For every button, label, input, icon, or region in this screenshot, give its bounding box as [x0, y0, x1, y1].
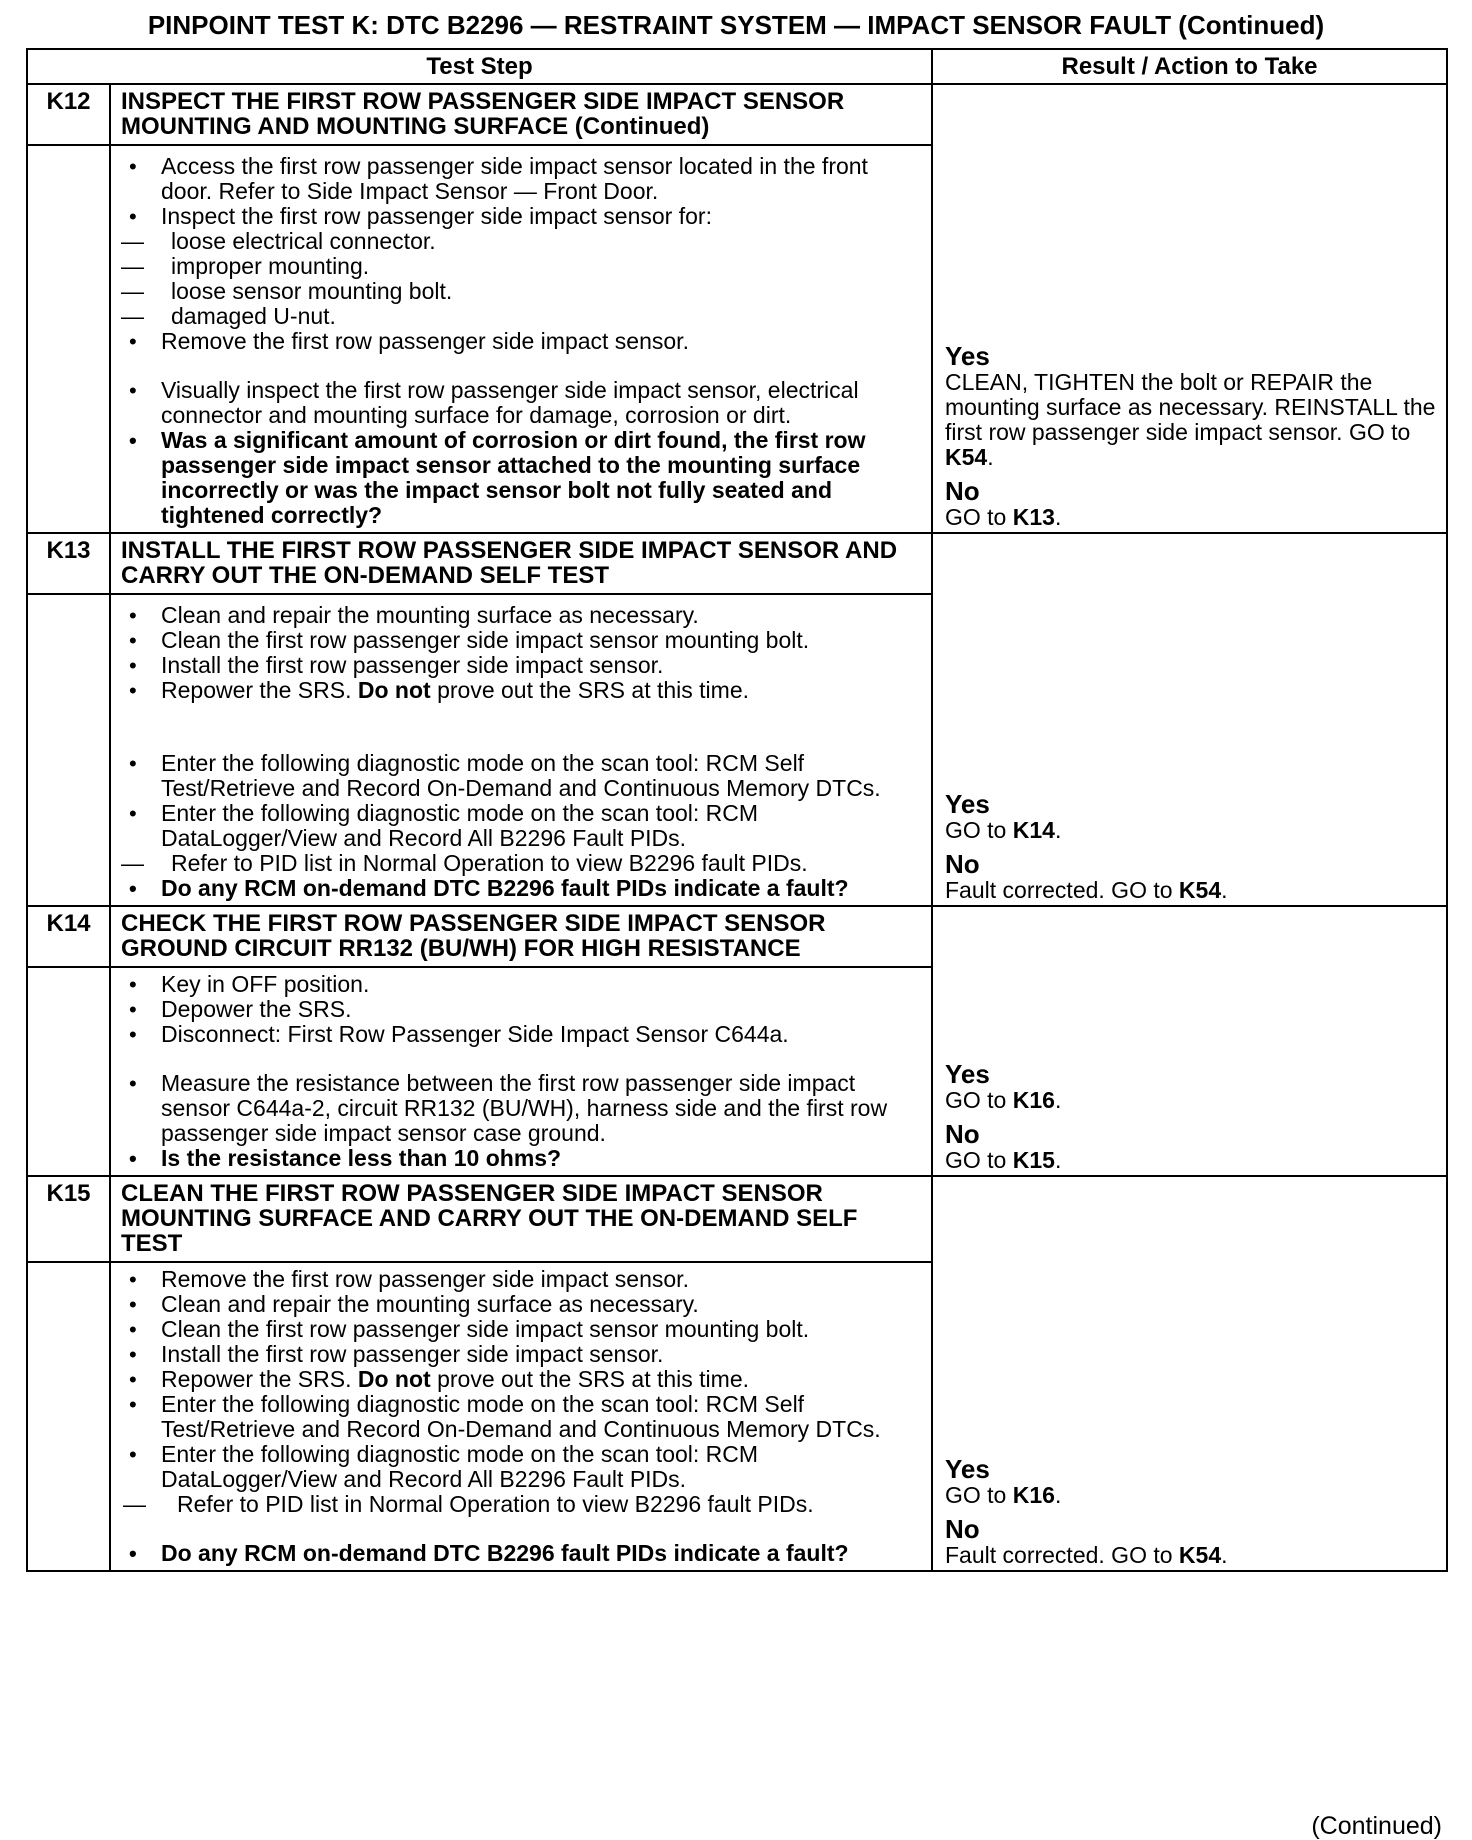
step-body	[110, 145, 932, 533]
page-title: PINPOINT TEST K: DTC B2296 — RESTRAINT SYSTEM — IMPACT SENSOR FAULT (Continued)	[147, 10, 1325, 40]
list-item: • Enter the following diagnostic mode on the scan tool: RCM Self Test/Retrieve and Record On-Demand and Continuous Memory DTCs.	[121, 751, 921, 801]
step-id: K14	[27, 906, 110, 967]
step-ref: K54	[1178, 1542, 1222, 1568]
list-item: • Repower the SRS. Do not prove out the SRS at this time.	[121, 678, 921, 703]
result-yes-action: GO to K14.	[945, 817, 1062, 843]
id-spacer	[27, 594, 110, 906]
list-subitem: — loose electrical connector.	[121, 229, 921, 254]
list-item: • Install the first row passenger side impact sensor.	[121, 653, 921, 678]
list-item: • Repower the SRS. Do not prove out the SRS at this time.	[121, 1367, 921, 1392]
result-no-label: No	[945, 476, 980, 506]
list-item: • Clean and repair the mounting surface as necessary.	[121, 603, 921, 628]
step-k13-title-row	[27, 533, 1447, 594]
result-no-label: No	[945, 849, 980, 879]
result-no-label: No	[945, 1514, 980, 1544]
list-item: • Remove the first row passenger side impact sensor.	[121, 329, 921, 354]
list-item: • Key in OFF position.	[121, 972, 921, 997]
step-k15-result	[932, 1176, 1447, 1571]
id-spacer	[27, 145, 110, 533]
result-yes-label: Yes	[945, 1454, 990, 1484]
list-item-question: • Was a significant amount of corrosion or dirt found, the first row passenger side impact sensor attached to the mounting surface incorrectly or was the impact sensor bolt not fully seated and tightened correctly?	[121, 428, 921, 528]
pinpoint-test-table	[26, 48, 1448, 1572]
step-k13-result	[932, 533, 1447, 906]
step-list	[121, 1267, 921, 1566]
step-body	[110, 967, 932, 1176]
column-header-test-step: Test Step	[27, 49, 932, 84]
list-item: • Inspect the first row passenger side impact sensor for:	[121, 204, 921, 229]
table-header-row	[27, 49, 1447, 84]
result-yes-action: CLEAN, TIGHTEN the bolt or REPAIR the mounting surface as necessary. REINSTALL the first row passenger side impact sensor. GO to K54.	[945, 369, 1436, 470]
result-yes-action: GO to K16.	[945, 1482, 1062, 1508]
step-k14-title-row	[27, 906, 1447, 967]
list-subitem: — loose sensor mounting bolt.	[121, 279, 921, 304]
step-title: CLEAN THE FIRST ROW PASSENGER SIDE IMPACT SENSOR MOUNTING SURFACE AND CARRY OUT THE ON-DEMAND SELF TEST	[110, 1176, 932, 1262]
step-ref: K16	[1012, 1087, 1055, 1113]
step-k15-title-row	[27, 1176, 1447, 1262]
id-spacer	[27, 1262, 110, 1571]
list-item-question: • Is the resistance less than 10 ohms?	[121, 1146, 921, 1171]
column-header-result: Result / Action to Take	[932, 49, 1447, 84]
continued-note: (Continued)	[1311, 1812, 1442, 1840]
step-ref: K16	[1012, 1482, 1055, 1508]
list-item-question: • Do any RCM on-demand DTC B2296 fault PIDs indicate a fault?	[121, 1541, 921, 1566]
list-item: • Enter the following diagnostic mode on the scan tool: RCM Self Test/Retrieve and Record On-Demand and Continuous Memory DTCs.	[121, 1392, 921, 1442]
step-ref: K14	[1012, 817, 1055, 843]
step-list	[121, 154, 921, 528]
result-no-action: Fault corrected. GO to K54.	[945, 1542, 1228, 1568]
step-k12-title-row	[27, 84, 1447, 145]
step-k12-result	[932, 84, 1447, 533]
step-ref: K13	[1012, 504, 1055, 530]
list-subitem: — Refer to PID list in Normal Operation to view B2296 fault PIDs.	[121, 1492, 921, 1517]
list-item: • Clean the first row passenger side impact sensor mounting bolt.	[121, 628, 921, 653]
step-id: K15	[27, 1176, 110, 1262]
list-item: • Clean and repair the mounting surface as necessary.	[121, 1292, 921, 1317]
list-item: • Enter the following diagnostic mode on the scan tool: RCM DataLogger/View and Record All B2296 Fault PIDs.	[121, 801, 921, 851]
step-list	[121, 603, 921, 901]
list-subitem: — Refer to PID list in Normal Operation to view B2296 fault PIDs.	[121, 851, 921, 876]
step-id: K13	[27, 533, 110, 594]
step-k14-result	[932, 906, 1447, 1176]
result-no-label: No	[945, 1119, 980, 1149]
list-item: • Access the first row passenger side impact sensor located in the front door. Refer to Side Impact Sensor — Front Door.	[121, 154, 921, 204]
step-ref: K54	[1178, 877, 1222, 903]
list-item: • Measure the resistance between the first row passenger side impact sensor C644a-2, circuit RR132 (BU/WH), harness side and the first row passenger side impact sensor case ground.	[121, 1071, 921, 1146]
list-subitem: — improper mounting.	[121, 254, 921, 279]
list-item-question: • Do any RCM on-demand DTC B2296 fault PIDs indicate a fault?	[121, 876, 921, 901]
list-subitem: — damaged U-nut.	[121, 304, 921, 329]
step-id: K12	[27, 84, 110, 145]
result-yes-action: GO to K16.	[945, 1087, 1062, 1113]
step-title: CHECK THE FIRST ROW PASSENGER SIDE IMPACT SENSOR GROUND CIRCUIT RR132 (BU/WH) FOR HIGH RESISTANCE	[110, 906, 932, 967]
list-item: • Depower the SRS.	[121, 997, 921, 1022]
step-ref: K15	[1012, 1147, 1055, 1173]
step-body	[110, 594, 932, 906]
list-item: • Remove the first row passenger side impact sensor.	[121, 1267, 921, 1292]
list-item: • Enter the following diagnostic mode on the scan tool: RCM DataLogger/View and Record All B2296 Fault PIDs.	[121, 1442, 921, 1492]
id-spacer	[27, 967, 110, 1176]
result-no-action: GO to K13.	[945, 504, 1062, 530]
step-list	[121, 972, 921, 1171]
list-item: • Clean the first row passenger side impact sensor mounting bolt.	[121, 1317, 921, 1342]
step-ref: K54	[945, 444, 988, 470]
list-item: • Install the first row passenger side impact sensor.	[121, 1342, 921, 1367]
list-item: • Visually inspect the first row passenger side impact sensor, electrical connector and mounting surface for damage, corrosion or dirt.	[121, 378, 921, 428]
step-title: INSTALL THE FIRST ROW PASSENGER SIDE IMPACT SENSOR AND CARRY OUT THE ON-DEMAND SELF TEST	[110, 533, 932, 594]
result-no-action: Fault corrected. GO to K54.	[945, 877, 1228, 903]
result-yes-label: Yes	[945, 1059, 990, 1089]
result-yes-label: Yes	[945, 341, 990, 371]
result-yes-label: Yes	[945, 789, 990, 819]
step-body	[110, 1262, 932, 1571]
step-title: INSPECT THE FIRST ROW PASSENGER SIDE IMPACT SENSOR MOUNTING AND MOUNTING SURFACE (Continued)	[110, 84, 932, 145]
result-no-action: GO to K15.	[945, 1147, 1062, 1173]
list-item: • Disconnect: First Row Passenger Side Impact Sensor C644a.	[121, 1022, 921, 1047]
